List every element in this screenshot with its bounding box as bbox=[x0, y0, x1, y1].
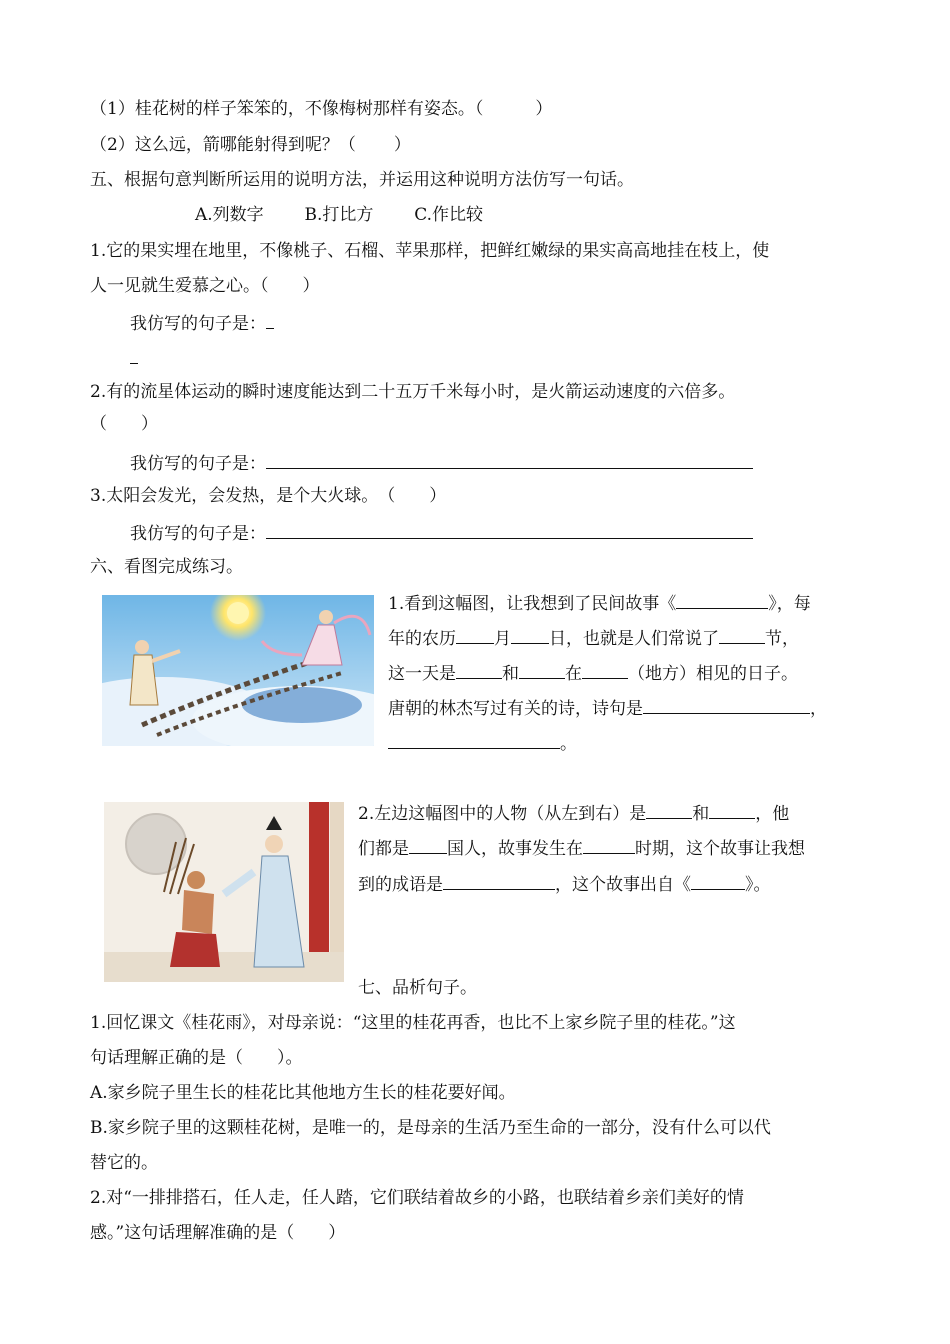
q6-p1-text-l: ， bbox=[810, 699, 827, 719]
q7-option-b-line2: 替它的。 bbox=[90, 1153, 158, 1173]
q5-item1-answer-blank-2[interactable] bbox=[130, 345, 138, 371]
q6-p1-text-c: 年的农历 bbox=[388, 629, 456, 649]
q4-sentence-2-close: ） bbox=[393, 135, 411, 155]
q5-item3-imitate bbox=[130, 520, 753, 546]
q5-item3-line1: 3.太阳会发光，会发热，是个大火球。 （ ） bbox=[90, 486, 447, 506]
folk-story-blank[interactable] bbox=[676, 590, 768, 609]
q5-item2-imitate-label: 我仿写的句子是： bbox=[130, 454, 266, 474]
country-blank[interactable] bbox=[409, 835, 447, 854]
q6-p1-text-f: 节， bbox=[765, 629, 799, 649]
day-blank[interactable] bbox=[511, 625, 549, 644]
month-blank[interactable] bbox=[456, 625, 494, 644]
q6-p2-text-a: 2.左边这幅图中的人物（从左到右）是 bbox=[358, 804, 647, 824]
q6-p1-text-g: 这一天是 bbox=[388, 664, 456, 684]
q6-p1-text-a: 1.看到这幅图，让我想到了民间故事《 bbox=[388, 594, 677, 614]
q4-sentence-1-text: （1）桂花树的样子笨笨的，不像梅树那样有姿态。（ bbox=[90, 99, 484, 119]
apology-illustration bbox=[104, 802, 344, 982]
qixi-illustration bbox=[102, 595, 374, 746]
q7-option-b-line1: B.家乡院子里的这颗桂花树，是唯一的，是母亲的生活乃至生命的一部分，没有什么可以代 bbox=[90, 1118, 771, 1138]
q5-item2-line1: 2.有的流星体运动的瞬时速度能达到二十五万千米每小时，是火箭运动速度的六倍多。 bbox=[90, 382, 736, 402]
q6-heading: 六、看图完成练习。 bbox=[90, 557, 243, 577]
q5-options bbox=[195, 203, 483, 227]
q5-item1-imitate-label: 我仿写的句子是： bbox=[130, 314, 266, 334]
source-blank[interactable] bbox=[691, 871, 745, 890]
q5-item2-answer-blank[interactable] bbox=[266, 450, 753, 469]
figure1-blank[interactable] bbox=[646, 800, 692, 819]
q6-p1-line5 bbox=[388, 730, 577, 756]
q5-item1-line2: 人一见就生爱慕之心。（ ） bbox=[90, 276, 320, 296]
q7-heading: 七、品析句子。 bbox=[358, 978, 477, 998]
person2-blank[interactable] bbox=[519, 660, 565, 679]
q6-p1-text-j: （地方）相见的日子。 bbox=[628, 664, 798, 684]
q6-p2-text-e: 国人，故事发生在 bbox=[447, 839, 583, 859]
q6-p2-line2 bbox=[358, 835, 805, 861]
q7-item1-line2: 句话理解正确的是（ ）。 bbox=[90, 1048, 303, 1068]
q6-p2-text-i: 》。 bbox=[745, 875, 771, 895]
q5-item1-imitate bbox=[130, 310, 274, 336]
q6-p2-line1 bbox=[358, 800, 789, 826]
q6-p1-text-b: 》，每 bbox=[768, 594, 811, 614]
q6-p1-line1 bbox=[388, 590, 811, 616]
q5-option-a: A.列数字 bbox=[195, 205, 264, 225]
q5-heading: 五、根据句意判断所运用的说明方法，并运用这种说明方法仿写一句话。 bbox=[90, 170, 634, 190]
q5-item3-answer-blank[interactable] bbox=[266, 520, 753, 539]
idiom-blank[interactable] bbox=[443, 871, 555, 890]
q4-sentence-1-close: ） bbox=[535, 99, 553, 119]
q6-p1-line2 bbox=[388, 625, 799, 651]
person1-blank[interactable] bbox=[456, 660, 502, 679]
q6-p1-text-m: 。 bbox=[560, 734, 577, 754]
q6-p1-text-d: 月 bbox=[494, 629, 511, 649]
q4-sentence-2-text: （2）这么远，箭哪能射得到呢？（ bbox=[90, 135, 356, 155]
q4-sentence-2 bbox=[90, 133, 411, 157]
place-blank[interactable] bbox=[582, 660, 628, 679]
q6-p2-text-f: 时期，这个故事让我想 bbox=[635, 839, 805, 859]
figure2-blank[interactable] bbox=[709, 800, 755, 819]
q5-item1-answer-blank[interactable] bbox=[266, 310, 274, 329]
q7-item1-line1: 1.回忆课文《桂花雨》，对母亲说：“这里的桂花再香，也比不上家乡院子里的桂花。”这 bbox=[90, 1013, 736, 1033]
q6-p2-text-c: ，他 bbox=[755, 804, 790, 824]
q5-option-c: C.作比较 bbox=[414, 205, 484, 225]
q5-option-b: B.打比方 bbox=[304, 205, 374, 225]
q6-p1-text-e: 日，也就是人们常说了 bbox=[549, 629, 719, 649]
q6-p2-line3 bbox=[358, 871, 771, 897]
q5-item2-imitate bbox=[130, 450, 753, 476]
poem-line2-blank[interactable] bbox=[388, 730, 560, 749]
q6-p1-text-i: 在 bbox=[565, 664, 582, 684]
q7-item2-line1: 2.对“一排排搭石，任人走，任人踏，它们联结着故乡的小路，也联结着乡亲们美好的情 bbox=[90, 1188, 744, 1208]
poem-line1-blank[interactable] bbox=[643, 695, 810, 714]
q5-item3-imitate-label: 我仿写的句子是： bbox=[130, 524, 266, 544]
q4-sentence-1 bbox=[90, 97, 552, 121]
q7-option-a: A.家乡院子里生长的桂花比其他地方生长的桂花要好闻。 bbox=[90, 1083, 516, 1103]
q6-p1-line3 bbox=[388, 660, 798, 686]
q6-p2-text-d: 们都是 bbox=[358, 839, 409, 859]
q6-p2-text-g: 到的成语是 bbox=[358, 875, 443, 895]
q5-item2-line2: （ ） bbox=[90, 414, 158, 434]
festival-blank[interactable] bbox=[719, 625, 765, 644]
q6-p1-text-k: 唐朝的林杰写过有关的诗，诗句是 bbox=[388, 699, 643, 719]
q6-p2-text-b: 和 bbox=[692, 804, 710, 824]
q6-p1-line4 bbox=[388, 695, 827, 721]
period-blank[interactable] bbox=[583, 835, 635, 854]
q6-p1-text-h: 和 bbox=[502, 664, 519, 684]
q6-p2-text-h: ，这个故事出自《 bbox=[555, 875, 691, 895]
q7-item2-line2: 感。”这句话理解准确的是（ ） bbox=[90, 1223, 346, 1243]
q5-item1-line1: 1.它的果实埋在地里，不像桃子、石榴、苹果那样，把鲜红嫩绿的果实高高地挂在枝上，使 bbox=[90, 241, 770, 261]
